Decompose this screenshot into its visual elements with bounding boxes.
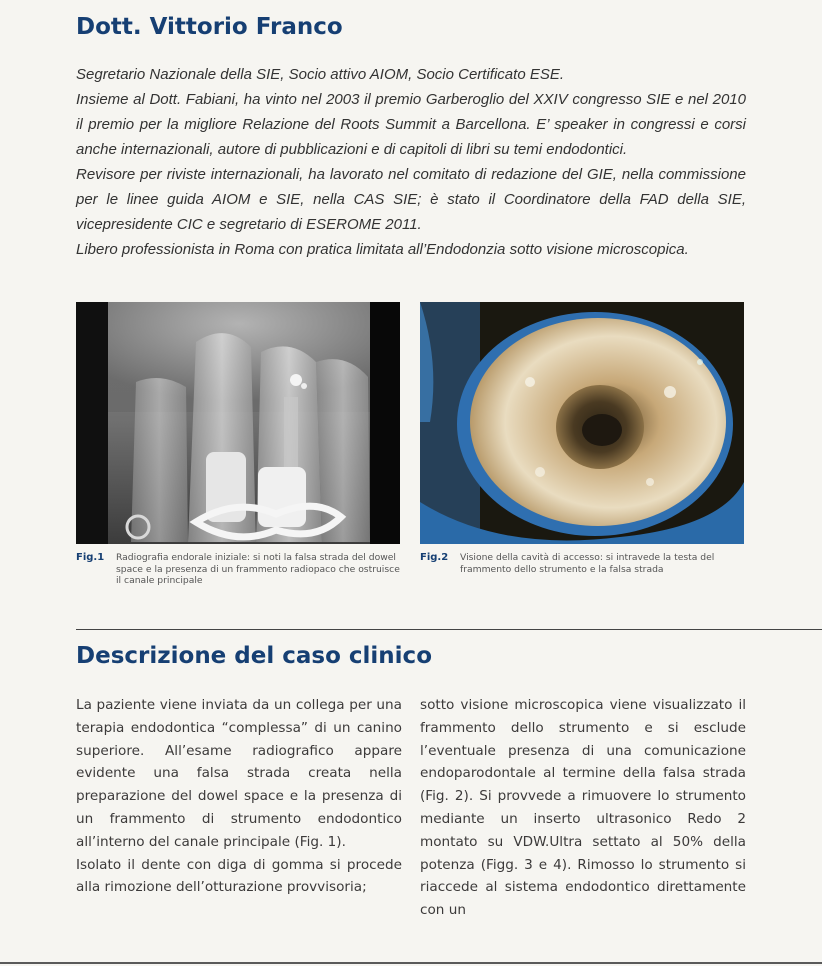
- section-title: Descrizione del caso clinico: [76, 643, 432, 669]
- body-column-left: [76, 694, 402, 899]
- figure-caption-1: [76, 552, 402, 587]
- bio-line: Libero professionista in Roma con pratica limitata all’Endodonzia sotto visione microscopica.: [76, 241, 689, 258]
- body-column-right: [420, 694, 746, 922]
- radiograph-image: [76, 302, 400, 544]
- bio-line: Segretario Nazionale della SIE, Socio attivo AIOM, Socio Certificato ESE.: [76, 66, 565, 83]
- bio-line: Revisore per riviste internazionali, ha lavorato nel comitato di redazione del GIE, nella commissione per le linee guida AIOM e SIE, nella CAS SIE; è stato il Coordinatore della FAD della SIE, vicepresidente CIC e segretario di ESEROME 2011.: [76, 166, 746, 233]
- body-paragraph: Isolato il dente con diga di gomma si procede alla rimozione dell’otturazione provvisoria;: [76, 856, 402, 896]
- section-divider: [76, 629, 822, 630]
- page-bottom-rule: [0, 962, 822, 964]
- bio-line: Insieme al Dott. Fabiani, ha vinto nel 2003 il premio Garberoglio del XXIV congresso SIE e nel 2010 il premio per la migliore Relazione del Roots Summit a Barcellona. E’ speaker in congressi e corsi anche internazionali, autore di pubblicazioni e di capitoli di libri su temi endodontici.: [76, 91, 746, 158]
- body-paragraph: La paziente viene inviata da un collega per una terapia endodontica “complessa” di un canino superiore. All’esame radiografico appare evidente una falsa strada creata nella preparazione del dowel space e la presenza di un frammento di strumento endodontico all’interno del canale principale (Fig. 1).: [76, 697, 402, 850]
- author-bio: [76, 62, 746, 262]
- access-cavity-image: [420, 302, 744, 544]
- figure-label: Fig.2: [420, 552, 449, 563]
- figure-label: Fig.1: [76, 552, 105, 563]
- author-name: Dott. Vittorio Franco: [76, 14, 343, 40]
- caption-text: Radiografia endorale iniziale: si noti la falsa strada del dowel space e la presenza di un frammento radiopaco che ostruisce il canale principale: [116, 552, 400, 586]
- caption-text: Visione della cavità di accesso: si intravede la testa del frammento dello strumento e la falsa strada: [460, 552, 715, 575]
- body-paragraph: sotto visione microscopica viene visualizzato il frammento dello strumento e si esclude l’eventuale presenza di una comunicazione endoparodontale al termine della falsa strada (Fig. 2). Si provvede a rimuovere lo strumento mediante un inserto ultrasonico Redo 2 montato su VDW.Ultra settato al 50% della potenza (Figg. 3 e 4). Rimosso lo strumento si riaccede al sistema endodontico direttamente con un: [420, 697, 746, 919]
- figure-caption-2: [420, 552, 746, 575]
